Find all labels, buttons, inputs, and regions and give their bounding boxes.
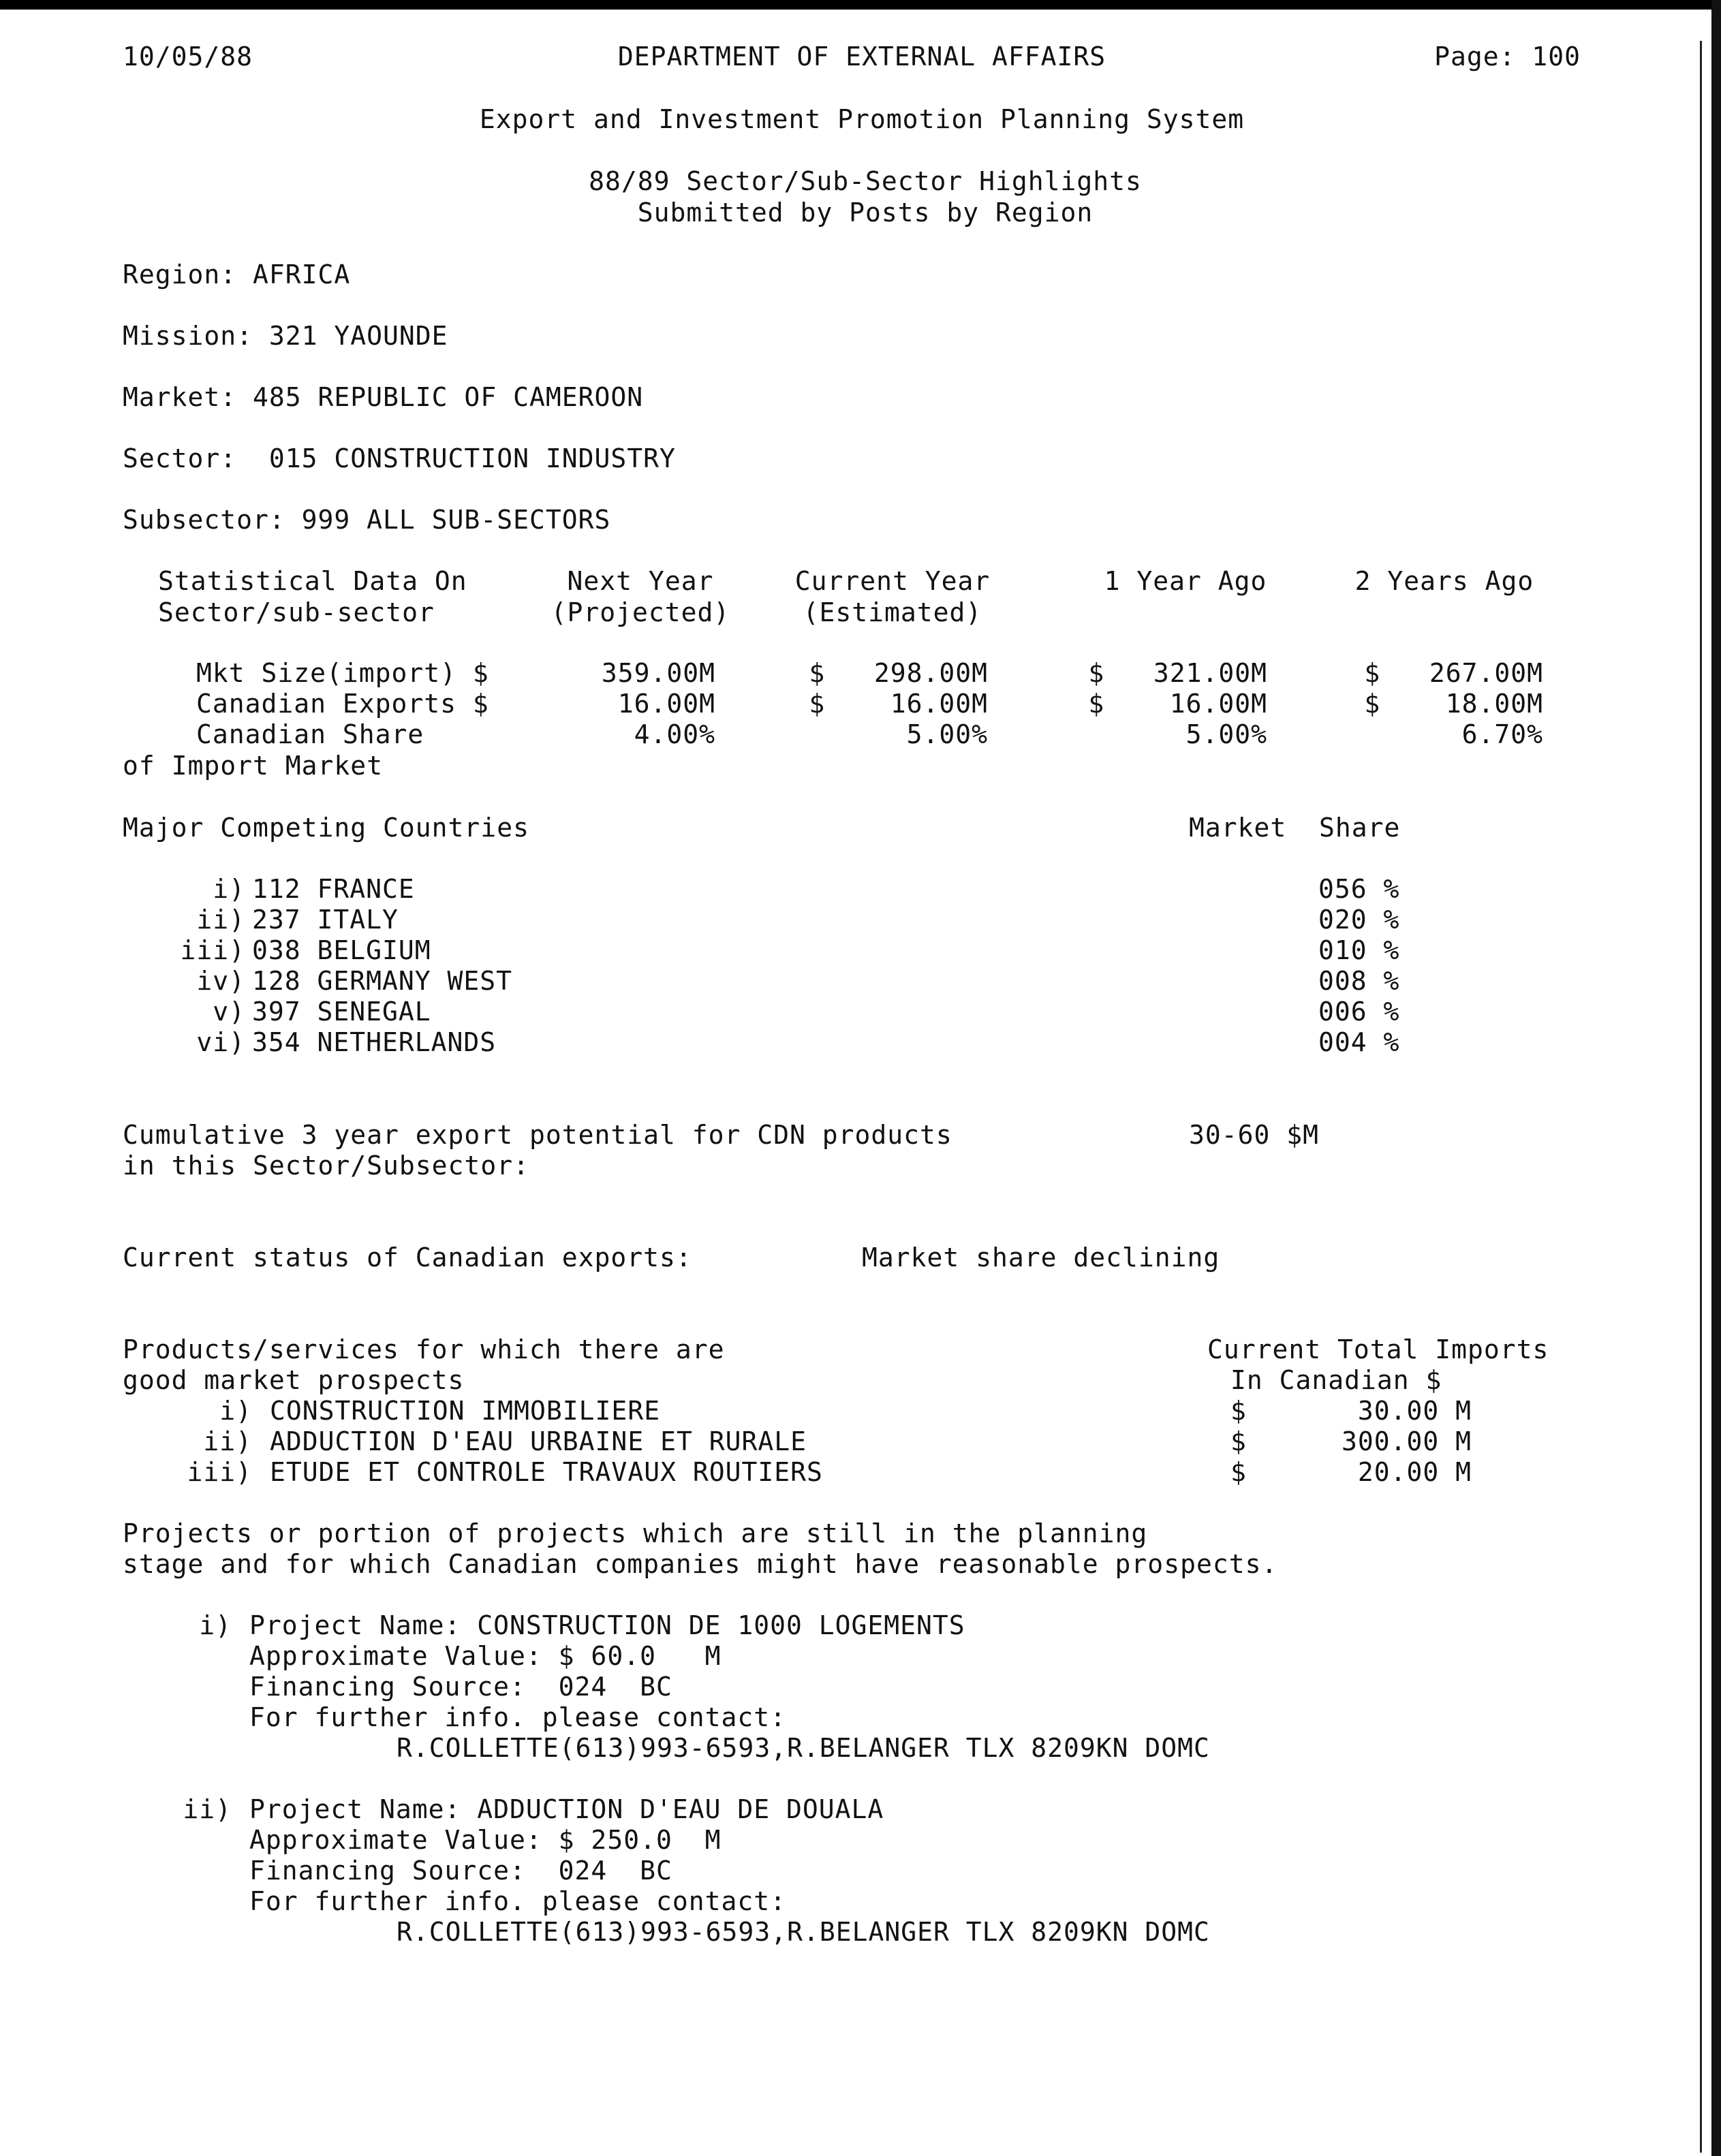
project-financing: Financing Source: 024 BC bbox=[249, 1856, 672, 1886]
list-index: ii) bbox=[183, 1794, 232, 1824]
page-number: Page: 100 bbox=[1434, 42, 1581, 72]
list-index: i) bbox=[199, 1610, 232, 1640]
stats-heading: Statistical Data On bbox=[158, 566, 467, 596]
row-value: $ 321.00M bbox=[1088, 658, 1267, 688]
project-contact: R.COLLETTE(613)993-6593,R.BELANGER TLX 8209KN DOMC bbox=[397, 1917, 1210, 1947]
product-import-value: 20.00 M bbox=[1357, 1457, 1472, 1487]
potential-label: Cumulative 3 year export potential for CDN products bbox=[123, 1120, 952, 1150]
project-further-info: For further info. please contact: bbox=[249, 1702, 786, 1732]
competitor-name: 128 GERMANY WEST bbox=[252, 966, 513, 996]
project-value: Approximate Value: $ 250.0 M bbox=[249, 1825, 722, 1855]
competitors-title: Major Competing Countries bbox=[123, 813, 529, 843]
imports-heading-2: In Canadian $ bbox=[1230, 1365, 1442, 1395]
currency-sign: $ bbox=[1230, 1396, 1247, 1426]
row-value: $ 16.00M bbox=[809, 689, 988, 719]
product-name: ADDUCTION D'EAU URBAINE ET RURALE bbox=[270, 1426, 807, 1456]
row-label: Mkt Size(import) $ bbox=[196, 658, 489, 688]
imports-heading: Current Total Imports bbox=[1207, 1334, 1549, 1364]
list-index: ii) bbox=[203, 1426, 252, 1456]
col-current-year-sub: (Estimated) bbox=[803, 597, 982, 627]
competitor-name: 237 ITALY bbox=[252, 905, 399, 935]
competitor-share: 006 % bbox=[1318, 997, 1400, 1027]
system-title: Export and Investment Promotion Planning System bbox=[479, 104, 1245, 134]
list-index: ii) bbox=[196, 905, 245, 935]
potential-label-2: in this Sector/Subsector: bbox=[123, 1151, 529, 1181]
products-label-2: good market prospects bbox=[123, 1365, 465, 1395]
row-value: $ 16.00M bbox=[1088, 689, 1267, 719]
market-share-heading: Market Share bbox=[1189, 813, 1401, 843]
competitor-name: 397 SENEGAL bbox=[252, 997, 431, 1027]
currency-sign: $ bbox=[1230, 1426, 1247, 1456]
status-label: Current status of Canadian exports: bbox=[123, 1243, 692, 1272]
row-value: 5.00% bbox=[906, 719, 988, 749]
product-name: ETUDE ET CONTROLE TRAVAUX ROUTIERS bbox=[270, 1457, 823, 1487]
projects-intro: Projects or portion of projects which are still in the planning bbox=[123, 1518, 1148, 1548]
list-index: v) bbox=[213, 997, 245, 1027]
row-value: 5.00% bbox=[1185, 719, 1267, 749]
list-index: iii) bbox=[187, 1457, 252, 1487]
project-further-info: For further info. please contact: bbox=[249, 1886, 786, 1916]
project-financing: Financing Source: 024 BC bbox=[249, 1672, 672, 1702]
competitor-share: 004 % bbox=[1318, 1027, 1400, 1057]
row-value: $ 298.00M bbox=[809, 658, 988, 688]
product-import-value: 300.00 M bbox=[1341, 1426, 1472, 1456]
report-subtitle: 88/89 Sector/Sub-Sector Highlights bbox=[589, 166, 1142, 196]
col-next-year-sub: (Projected) bbox=[551, 597, 730, 627]
sector-line: Sector: 015 CONSTRUCTION INDUSTRY bbox=[123, 443, 676, 473]
competitor-name: 354 NETHERLANDS bbox=[252, 1027, 497, 1057]
row-label-tail: of Import Market bbox=[123, 751, 384, 781]
col-1-year-ago: 1 Year Ago bbox=[1104, 566, 1267, 596]
report-subtitle-2: Submitted by Posts by Region bbox=[637, 198, 1094, 228]
currency-sign: $ bbox=[1230, 1457, 1247, 1487]
stats-heading-2: Sector/sub-sector bbox=[158, 597, 435, 627]
department-title: DEPARTMENT OF EXTERNAL AFFAIRS bbox=[617, 42, 1106, 72]
market-line: Market: 485 REPUBLIC OF CAMEROON bbox=[123, 382, 644, 412]
row-value: $ 18.00M bbox=[1364, 689, 1543, 719]
row-value: 6.70% bbox=[1461, 719, 1543, 749]
col-next-year: Next Year bbox=[567, 566, 714, 596]
col-2-years-ago: 2 Years Ago bbox=[1354, 566, 1534, 596]
product-import-value: 30.00 M bbox=[1357, 1396, 1472, 1426]
competitor-share: 010 % bbox=[1318, 935, 1400, 965]
subsector-line: Subsector: 999 ALL SUB-SECTORS bbox=[123, 505, 611, 535]
project-contact: R.COLLETTE(613)993-6593,R.BELANGER TLX 8209KN DOMC bbox=[397, 1733, 1210, 1763]
row-label: Canadian Share bbox=[196, 719, 424, 749]
row-value: $ 267.00M bbox=[1364, 658, 1543, 688]
competitor-name: 038 BELGIUM bbox=[252, 935, 431, 965]
competitor-share: 020 % bbox=[1318, 905, 1400, 935]
row-label: Canadian Exports $ bbox=[196, 689, 489, 719]
project-name: Project Name: ADDUCTION D'EAU DE DOUALA bbox=[249, 1794, 884, 1824]
list-index: i) bbox=[219, 1396, 252, 1426]
products-label: Products/services for which there are bbox=[123, 1334, 725, 1364]
row-value: 4.00% bbox=[634, 719, 715, 749]
list-index: iv) bbox=[196, 966, 245, 996]
region-line: Region: AFRICA bbox=[123, 260, 351, 290]
project-value: Approximate Value: $ 60.0 M bbox=[249, 1641, 722, 1671]
project-name: Project Name: CONSTRUCTION DE 1000 LOGEMENTS bbox=[249, 1610, 965, 1640]
list-index: iii) bbox=[180, 935, 245, 965]
row-value: 359.00M bbox=[601, 658, 715, 688]
projects-intro-2: stage and for which Canadian companies might have reasonable prospects. bbox=[123, 1549, 1278, 1579]
competitor-share: 008 % bbox=[1318, 966, 1400, 996]
col-current-year: Current Year bbox=[794, 566, 991, 596]
competitor-name: 112 FRANCE bbox=[252, 874, 415, 904]
status-value: Market share declining bbox=[862, 1243, 1220, 1272]
row-value: 16.00M bbox=[617, 689, 715, 719]
mission-line: Mission: 321 YAOUNDE bbox=[123, 321, 448, 351]
list-index: i) bbox=[213, 874, 245, 904]
product-name: CONSTRUCTION IMMOBILIERE bbox=[270, 1396, 661, 1426]
list-index: vi) bbox=[196, 1027, 245, 1057]
report-date: 10/05/88 bbox=[123, 42, 253, 72]
competitor-share: 056 % bbox=[1318, 874, 1400, 904]
potential-value: 30-60 $M bbox=[1189, 1120, 1320, 1150]
